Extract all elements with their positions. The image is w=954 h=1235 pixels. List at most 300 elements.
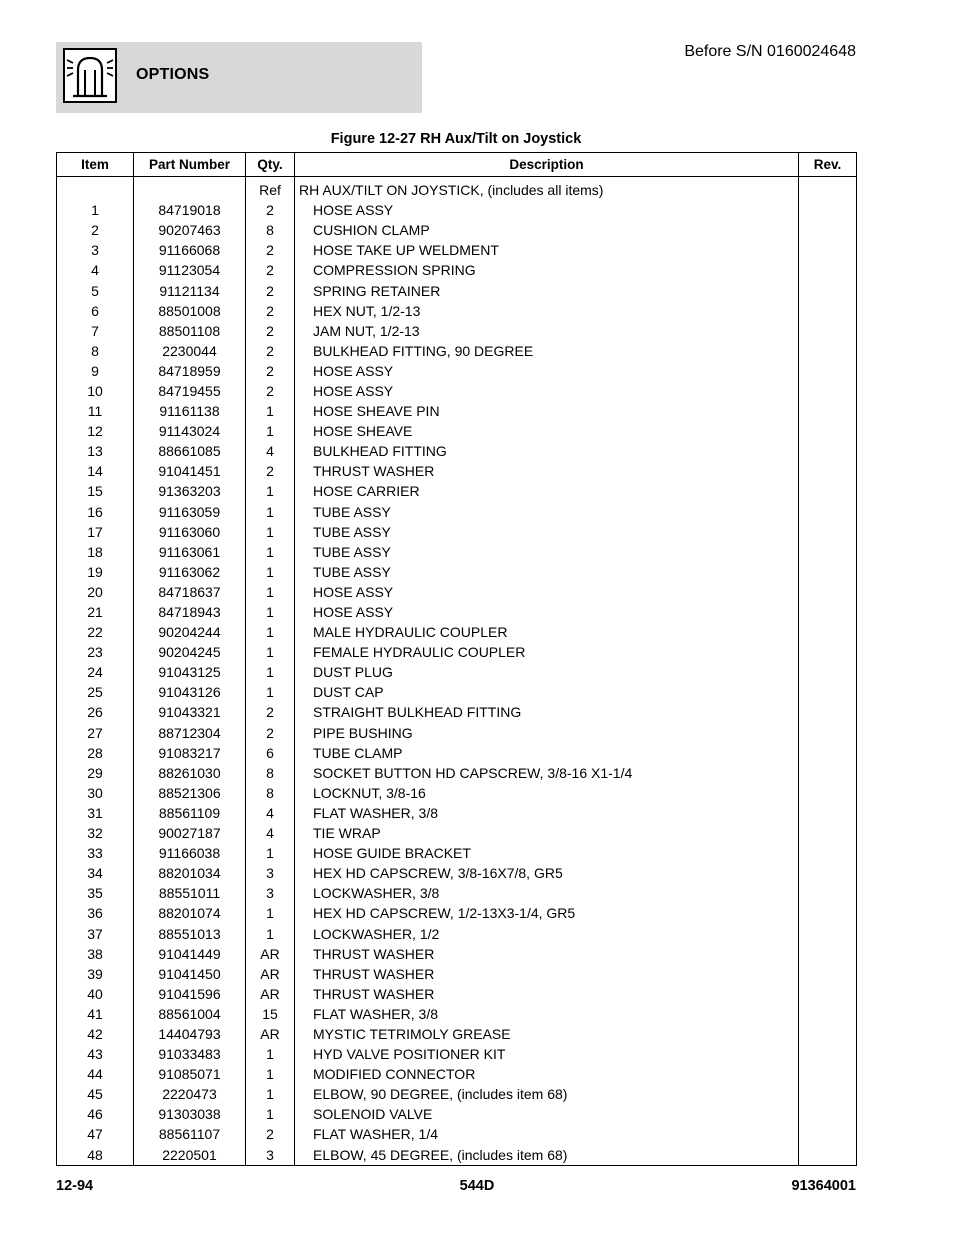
table-row xyxy=(57,1044,857,1064)
description-cell: SOCKET BUTTON HD CAPSCREW, 3/8-16 X1-1/4 xyxy=(295,763,799,783)
options-symbol-icon xyxy=(65,50,115,101)
part-number-cell: 91166068 xyxy=(134,240,246,260)
part-number-cell: 84718943 xyxy=(134,602,246,622)
table-row xyxy=(57,1104,857,1124)
qty-cell: 8 xyxy=(246,763,295,783)
qty-cell: 2 xyxy=(246,723,295,743)
description-cell: MODIFIED CONNECTOR xyxy=(295,1064,799,1084)
description-cell: THRUST WASHER xyxy=(295,944,799,964)
description-cell: HOSE ASSY xyxy=(295,200,799,220)
description-cell: CUSHION CLAMP xyxy=(295,220,799,240)
qty-cell: 2 xyxy=(246,240,295,260)
qty-cell: 2 xyxy=(246,361,295,381)
item-cell: 16 xyxy=(57,502,134,522)
part-number-cell: 91085071 xyxy=(134,1064,246,1084)
part-number-cell: 14404793 xyxy=(134,1024,246,1044)
description-cell: HOSE ASSY xyxy=(295,381,799,401)
qty-cell: 1 xyxy=(246,562,295,582)
column-header-description: Description xyxy=(295,153,799,177)
item-cell: 43 xyxy=(57,1044,134,1064)
table-row xyxy=(57,1145,857,1166)
item-cell: 20 xyxy=(57,582,134,602)
description-cell: ELBOW, 45 DEGREE, (includes item 68) xyxy=(295,1145,799,1166)
item-cell: 21 xyxy=(57,602,134,622)
item-cell: 47 xyxy=(57,1124,134,1144)
qty-cell: 6 xyxy=(246,743,295,763)
part-number-cell: 88551013 xyxy=(134,923,246,943)
item-cell: 3 xyxy=(57,240,134,260)
description-cell: FLAT WASHER, 3/8 xyxy=(295,1004,799,1024)
item-cell: 10 xyxy=(57,381,134,401)
qty-cell: 1 xyxy=(246,421,295,441)
qty-cell: 8 xyxy=(246,783,295,803)
rev-cell xyxy=(799,923,857,943)
part-number-cell: 91041449 xyxy=(134,944,246,964)
part-number-cell: 91121134 xyxy=(134,280,246,300)
part-number-cell: 91041596 xyxy=(134,984,246,1004)
description-cell: FEMALE HYDRAULIC COUPLER xyxy=(295,642,799,662)
rev-cell xyxy=(799,461,857,481)
part-number-cell: 91166038 xyxy=(134,843,246,863)
table-row xyxy=(57,481,857,501)
qty-cell: 1 xyxy=(246,1064,295,1084)
item-cell: 36 xyxy=(57,903,134,923)
rev-cell xyxy=(799,301,857,321)
item-cell: 11 xyxy=(57,401,134,421)
description-cell: JAM NUT, 1/2-13 xyxy=(295,321,799,341)
qty-cell: 4 xyxy=(246,823,295,843)
part-number-cell: 91041451 xyxy=(134,461,246,481)
item-cell: 34 xyxy=(57,863,134,883)
part-number-cell: 91033483 xyxy=(134,1044,246,1064)
rev-cell xyxy=(799,441,857,461)
rev-cell xyxy=(799,200,857,220)
rev-cell xyxy=(799,903,857,923)
qty-cell: AR xyxy=(246,964,295,984)
description-cell: PIPE BUSHING xyxy=(295,723,799,743)
part-number-cell: 91303038 xyxy=(134,1104,246,1124)
description-cell: MALE HYDRAULIC COUPLER xyxy=(295,622,799,642)
table-row xyxy=(57,944,857,964)
table-row xyxy=(57,542,857,562)
rev-cell xyxy=(799,280,857,300)
description-cell: SOLENOID VALVE xyxy=(295,1104,799,1124)
table-row xyxy=(57,502,857,522)
qty-cell: 1 xyxy=(246,1104,295,1124)
footer-page-number: 12-94 xyxy=(56,1178,94,1194)
description-cell: TUBE ASSY xyxy=(295,522,799,542)
part-number-cell: 91143024 xyxy=(134,421,246,441)
item-cell: 38 xyxy=(57,944,134,964)
table-row xyxy=(57,301,857,321)
description-cell: HOSE SHEAVE PIN xyxy=(295,401,799,421)
item-cell: 42 xyxy=(57,1024,134,1044)
table-row xyxy=(57,421,857,441)
rev-cell xyxy=(799,783,857,803)
section-title: OPTIONS xyxy=(136,66,210,83)
item-cell: 5 xyxy=(57,280,134,300)
rev-cell xyxy=(799,321,857,341)
rev-cell xyxy=(799,381,857,401)
part-number-cell: 91043321 xyxy=(134,702,246,722)
rev-cell xyxy=(799,220,857,240)
part-number-cell: 90207463 xyxy=(134,220,246,240)
part-number-cell xyxy=(134,180,246,200)
qty-cell: 2 xyxy=(246,321,295,341)
qty-cell: 2 xyxy=(246,260,295,280)
item-cell: 9 xyxy=(57,361,134,381)
description-cell: TIE WRAP xyxy=(295,823,799,843)
item-cell: 27 xyxy=(57,723,134,743)
item-cell: 1 xyxy=(57,200,134,220)
table-row xyxy=(57,903,857,923)
table-row xyxy=(57,1064,857,1084)
qty-cell: 1 xyxy=(246,1084,295,1104)
part-number-cell: 91043125 xyxy=(134,662,246,682)
description-cell: HOSE CARRIER xyxy=(295,481,799,501)
item-cell: 44 xyxy=(57,1064,134,1084)
part-number-cell: 91041450 xyxy=(134,964,246,984)
item-cell: 25 xyxy=(57,682,134,702)
table-row xyxy=(57,1004,857,1024)
table-row xyxy=(57,321,857,341)
item-cell: 8 xyxy=(57,341,134,361)
rev-cell xyxy=(799,843,857,863)
figure-title: Figure 12-27 RH Aux/Tilt on Joystick xyxy=(330,131,582,147)
table-row xyxy=(57,783,857,803)
item-cell: 29 xyxy=(57,763,134,783)
item-cell: 12 xyxy=(57,421,134,441)
description-cell: HEX NUT, 1/2-13 xyxy=(295,301,799,321)
description-cell: HEX HD CAPSCREW, 1/2-13X3-1/4, GR5 xyxy=(295,903,799,923)
rev-cell xyxy=(799,401,857,421)
column-header-part-number: Part Number xyxy=(134,153,246,177)
description-cell: HYD VALVE POSITIONER KIT xyxy=(295,1044,799,1064)
qty-cell: 2 xyxy=(246,341,295,361)
column-header-item: Item xyxy=(57,153,134,177)
table-row xyxy=(57,662,857,682)
part-number-cell: 2220473 xyxy=(134,1084,246,1104)
rev-cell xyxy=(799,481,857,501)
table-row xyxy=(57,803,857,823)
description-cell: BULKHEAD FITTING, 90 DEGREE xyxy=(295,341,799,361)
qty-cell: 2 xyxy=(246,1124,295,1144)
qty-cell: 2 xyxy=(246,461,295,481)
description-cell: HOSE TAKE UP WELDMENT xyxy=(295,240,799,260)
description-cell: DUST PLUG xyxy=(295,662,799,682)
item-cell: 48 xyxy=(57,1145,134,1166)
parts-table xyxy=(56,152,857,1166)
rev-cell xyxy=(799,1104,857,1124)
qty-cell: 8 xyxy=(246,220,295,240)
item-cell: 31 xyxy=(57,803,134,823)
footer-model: 544D xyxy=(459,1178,495,1194)
part-number-cell: 2220501 xyxy=(134,1145,246,1166)
column-header-rev: Rev. xyxy=(799,153,857,177)
qty-cell: 1 xyxy=(246,602,295,622)
rev-cell xyxy=(799,823,857,843)
qty-cell: 1 xyxy=(246,502,295,522)
table-row xyxy=(57,923,857,943)
item-cell: 17 xyxy=(57,522,134,542)
rev-cell xyxy=(799,944,857,964)
part-number-cell: 91163059 xyxy=(134,502,246,522)
parts-table-body xyxy=(57,177,857,1166)
item-cell: 30 xyxy=(57,783,134,803)
rev-cell xyxy=(799,1044,857,1064)
rev-cell xyxy=(799,622,857,642)
item-cell: 2 xyxy=(57,220,134,240)
table-row xyxy=(57,461,857,481)
part-number-cell: 88501008 xyxy=(134,301,246,321)
description-cell: STRAIGHT BULKHEAD FITTING xyxy=(295,702,799,722)
item-cell: 6 xyxy=(57,301,134,321)
part-number-cell: 2230044 xyxy=(134,341,246,361)
table-row xyxy=(57,743,857,763)
rev-cell xyxy=(799,260,857,280)
rev-cell xyxy=(799,803,857,823)
item-cell: 7 xyxy=(57,321,134,341)
item-cell: 4 xyxy=(57,260,134,280)
item-cell: 13 xyxy=(57,441,134,461)
part-number-cell: 88561109 xyxy=(134,803,246,823)
table-row xyxy=(57,602,857,622)
qty-cell: 1 xyxy=(246,542,295,562)
description-cell: RH AUX/TILT ON JOYSTICK, (includes all items) xyxy=(295,180,799,200)
description-cell: FLAT WASHER, 3/8 xyxy=(295,803,799,823)
qty-cell: 1 xyxy=(246,662,295,682)
qty-cell: 1 xyxy=(246,622,295,642)
qty-cell: 2 xyxy=(246,301,295,321)
qty-cell: 2 xyxy=(246,280,295,300)
description-cell: HOSE ASSY xyxy=(295,582,799,602)
rev-cell xyxy=(799,522,857,542)
table-row xyxy=(57,1024,857,1044)
description-cell: HOSE GUIDE BRACKET xyxy=(295,843,799,863)
item-cell xyxy=(57,180,134,200)
description-cell: TUBE ASSY xyxy=(295,502,799,522)
qty-cell: 1 xyxy=(246,481,295,501)
table-row xyxy=(57,562,857,582)
part-number-cell: 88201074 xyxy=(134,903,246,923)
table-row xyxy=(57,361,857,381)
item-cell: 24 xyxy=(57,662,134,682)
part-number-cell: 88521306 xyxy=(134,783,246,803)
item-cell: 19 xyxy=(57,562,134,582)
part-number-cell: 84718959 xyxy=(134,361,246,381)
table-row xyxy=(57,260,857,280)
part-number-cell: 91123054 xyxy=(134,260,246,280)
description-cell: HEX HD CAPSCREW, 3/8-16X7/8, GR5 xyxy=(295,863,799,883)
table-row xyxy=(57,823,857,843)
table-row xyxy=(57,401,857,421)
part-number-cell: 91163060 xyxy=(134,522,246,542)
footer-doc-number: 91364001 xyxy=(791,1178,856,1194)
qty-cell: 3 xyxy=(246,883,295,903)
table-row xyxy=(57,883,857,903)
qty-cell: 2 xyxy=(246,702,295,722)
rev-cell xyxy=(799,763,857,783)
table-row xyxy=(57,843,857,863)
rev-cell xyxy=(799,341,857,361)
qty-cell: 1 xyxy=(246,903,295,923)
rev-cell xyxy=(799,682,857,702)
item-cell: 41 xyxy=(57,1004,134,1024)
rev-cell xyxy=(799,582,857,602)
part-number-cell: 88561004 xyxy=(134,1004,246,1024)
qty-cell: 1 xyxy=(246,1044,295,1064)
part-number-cell: 90204245 xyxy=(134,642,246,662)
table-header-row xyxy=(57,153,857,177)
part-number-cell: 90204244 xyxy=(134,622,246,642)
rev-cell xyxy=(799,662,857,682)
item-cell: 32 xyxy=(57,823,134,843)
table-row xyxy=(57,381,857,401)
column-header-qty: Qty. xyxy=(246,153,295,177)
part-number-cell: 91363203 xyxy=(134,481,246,501)
item-cell: 39 xyxy=(57,964,134,984)
part-number-cell: 84718637 xyxy=(134,582,246,602)
qty-cell: 1 xyxy=(246,682,295,702)
qty-cell: 1 xyxy=(246,522,295,542)
rev-cell xyxy=(799,1124,857,1144)
part-number-cell: 91161138 xyxy=(134,401,246,421)
rev-cell xyxy=(799,1064,857,1084)
table-row xyxy=(57,280,857,300)
qty-cell: AR xyxy=(246,944,295,964)
qty-cell: 4 xyxy=(246,441,295,461)
description-cell: HOSE ASSY xyxy=(295,361,799,381)
table-row xyxy=(57,682,857,702)
item-cell: 40 xyxy=(57,984,134,1004)
part-number-cell: 88561107 xyxy=(134,1124,246,1144)
qty-cell: 1 xyxy=(246,401,295,421)
qty-cell: 2 xyxy=(246,381,295,401)
table-row xyxy=(57,582,857,602)
part-number-cell: 90027187 xyxy=(134,823,246,843)
part-number-cell: 88661085 xyxy=(134,441,246,461)
part-number-cell: 88201034 xyxy=(134,863,246,883)
item-cell: 18 xyxy=(57,542,134,562)
description-cell: ELBOW, 90 DEGREE, (includes item 68) xyxy=(295,1084,799,1104)
description-cell: DUST CAP xyxy=(295,682,799,702)
part-number-cell: 88551011 xyxy=(134,883,246,903)
table-row xyxy=(57,763,857,783)
description-cell: THRUST WASHER xyxy=(295,984,799,1004)
rev-cell xyxy=(799,984,857,1004)
item-cell: 33 xyxy=(57,843,134,863)
rev-cell xyxy=(799,421,857,441)
description-cell: FLAT WASHER, 1/4 xyxy=(295,1124,799,1144)
table-row xyxy=(57,220,857,240)
qty-cell: 2 xyxy=(246,200,295,220)
part-number-cell: 91163061 xyxy=(134,542,246,562)
table-row xyxy=(57,964,857,984)
item-cell: 35 xyxy=(57,883,134,903)
qty-cell: 15 xyxy=(246,1004,295,1024)
hydraulic-options-icon xyxy=(63,48,117,103)
item-cell: 26 xyxy=(57,702,134,722)
rev-cell xyxy=(799,642,857,662)
description-cell: LOCKWASHER, 1/2 xyxy=(295,923,799,943)
part-number-cell: 88712304 xyxy=(134,723,246,743)
description-cell: TUBE ASSY xyxy=(295,562,799,582)
rev-cell xyxy=(799,240,857,260)
rev-cell xyxy=(799,502,857,522)
table-row xyxy=(57,1084,857,1104)
part-number-cell: 88261030 xyxy=(134,763,246,783)
item-cell: 37 xyxy=(57,923,134,943)
item-cell: 14 xyxy=(57,461,134,481)
table-row xyxy=(57,180,857,200)
rev-cell xyxy=(799,723,857,743)
rev-cell xyxy=(799,542,857,562)
rev-cell xyxy=(799,1145,857,1166)
rev-cell xyxy=(799,602,857,622)
part-number-cell: 91083217 xyxy=(134,743,246,763)
table-row xyxy=(57,522,857,542)
description-cell: HOSE ASSY xyxy=(295,602,799,622)
rev-cell xyxy=(799,1084,857,1104)
rev-cell xyxy=(799,562,857,582)
description-cell: SPRING RETAINER xyxy=(295,280,799,300)
rev-cell xyxy=(799,361,857,381)
rev-cell xyxy=(799,1024,857,1044)
table-row xyxy=(57,642,857,662)
part-number-cell: 91043126 xyxy=(134,682,246,702)
table-row xyxy=(57,1124,857,1144)
description-cell: COMPRESSION SPRING xyxy=(295,260,799,280)
description-cell: THRUST WASHER xyxy=(295,964,799,984)
qty-cell: 4 xyxy=(246,803,295,823)
description-cell: TUBE CLAMP xyxy=(295,743,799,763)
description-cell: TUBE ASSY xyxy=(295,542,799,562)
table-row xyxy=(57,702,857,722)
part-number-cell: 84719018 xyxy=(134,200,246,220)
qty-cell: 1 xyxy=(246,843,295,863)
rev-cell xyxy=(799,863,857,883)
item-cell: 15 xyxy=(57,481,134,501)
table-row xyxy=(57,341,857,361)
rev-cell xyxy=(799,702,857,722)
rev-cell xyxy=(799,883,857,903)
qty-cell: 3 xyxy=(246,863,295,883)
rev-cell xyxy=(799,743,857,763)
table-row xyxy=(57,723,857,743)
item-cell: 28 xyxy=(57,743,134,763)
serial-number-note: Before S/N 0160024648 xyxy=(684,43,856,60)
part-number-cell: 88501108 xyxy=(134,321,246,341)
rev-cell xyxy=(799,964,857,984)
qty-cell: 3 xyxy=(246,1145,295,1166)
item-cell: 22 xyxy=(57,622,134,642)
table-row xyxy=(57,863,857,883)
qty-cell: 1 xyxy=(246,582,295,602)
rev-cell xyxy=(799,180,857,200)
description-cell: LOCKWASHER, 3/8 xyxy=(295,883,799,903)
description-cell: THRUST WASHER xyxy=(295,461,799,481)
qty-cell: AR xyxy=(246,1024,295,1044)
item-cell: 45 xyxy=(57,1084,134,1104)
part-number-cell: 84719455 xyxy=(134,381,246,401)
description-cell: MYSTIC TETRIMOLY GREASE xyxy=(295,1024,799,1044)
table-row xyxy=(57,200,857,220)
part-number-cell: 91163062 xyxy=(134,562,246,582)
description-cell: LOCKNUT, 3/8-16 xyxy=(295,783,799,803)
table-row xyxy=(57,984,857,1004)
table-row xyxy=(57,622,857,642)
description-cell: HOSE SHEAVE xyxy=(295,421,799,441)
